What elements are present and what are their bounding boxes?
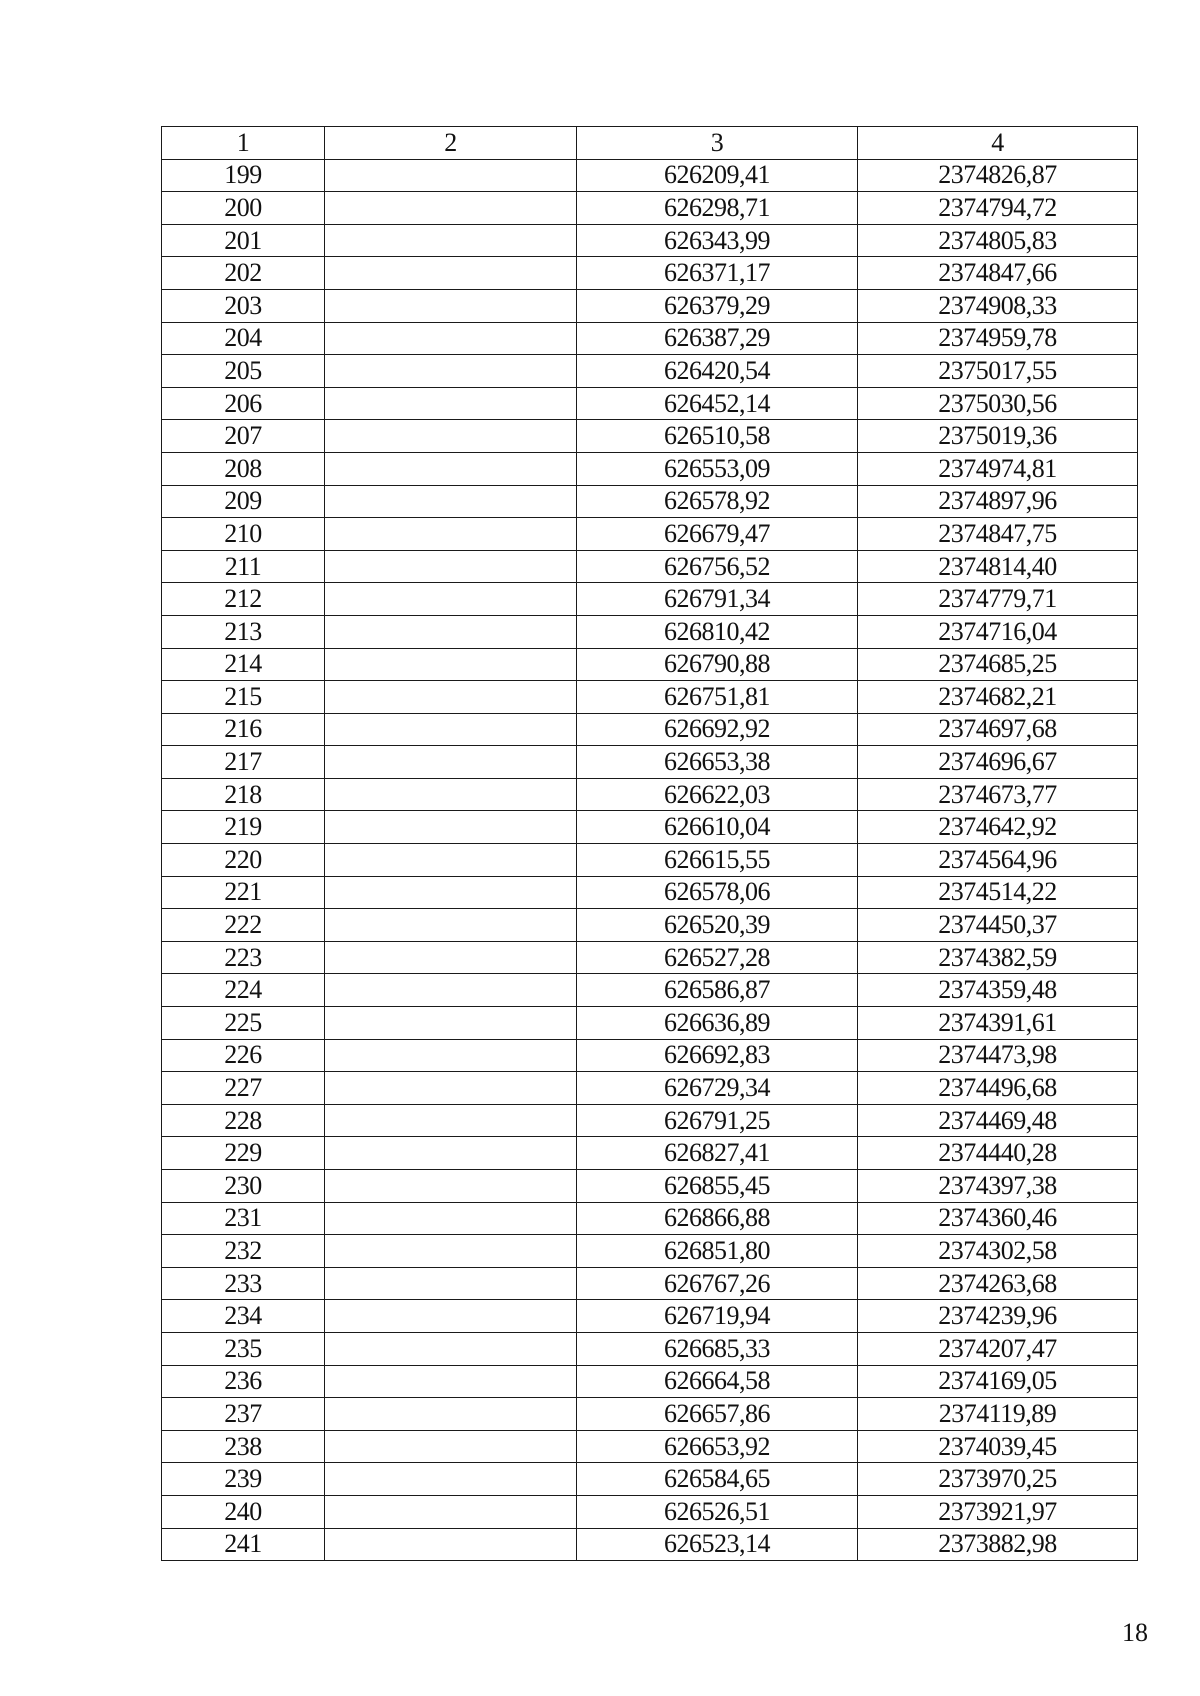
x-coordinate-cell: 626379,29 xyxy=(577,289,858,322)
x-coordinate-cell: 626719,94 xyxy=(577,1300,858,1333)
x-coordinate-cell: 626387,29 xyxy=(577,322,858,355)
point-number-cell: 207 xyxy=(162,420,325,453)
y-coordinate-cell: 2374440,28 xyxy=(858,1137,1138,1170)
empty-cell xyxy=(325,224,577,257)
point-number-cell: 229 xyxy=(162,1137,325,1170)
table-row xyxy=(162,583,1138,616)
point-number-cell: 203 xyxy=(162,289,325,322)
table-row xyxy=(162,778,1138,811)
table-row xyxy=(162,1137,1138,1170)
x-coordinate-cell: 626527,28 xyxy=(577,941,858,974)
y-coordinate-cell: 2374685,25 xyxy=(858,648,1138,681)
empty-cell xyxy=(325,289,577,322)
point-number-cell: 205 xyxy=(162,355,325,388)
empty-cell xyxy=(325,1528,577,1561)
y-coordinate-cell: 2374039,45 xyxy=(858,1430,1138,1463)
point-number-cell: 209 xyxy=(162,485,325,518)
table-row xyxy=(162,648,1138,681)
x-coordinate-cell: 626810,42 xyxy=(577,615,858,648)
empty-cell xyxy=(325,1365,577,1398)
page-number: 18 xyxy=(1122,1618,1148,1647)
point-number-cell: 206 xyxy=(162,387,325,420)
point-number-cell: 211 xyxy=(162,550,325,583)
y-coordinate-cell: 2374564,96 xyxy=(858,844,1138,877)
table-row xyxy=(162,1007,1138,1040)
table-row xyxy=(162,844,1138,877)
table-row xyxy=(162,518,1138,551)
empty-cell xyxy=(325,1072,577,1105)
y-coordinate-cell: 2375030,56 xyxy=(858,387,1138,420)
point-number-cell: 199 xyxy=(162,159,325,192)
point-number-cell: 235 xyxy=(162,1332,325,1365)
empty-cell xyxy=(325,1137,577,1170)
point-number-cell: 237 xyxy=(162,1398,325,1431)
point-number-cell: 200 xyxy=(162,192,325,225)
y-coordinate-cell: 2374382,59 xyxy=(858,941,1138,974)
table-row xyxy=(162,387,1138,420)
empty-cell xyxy=(325,648,577,681)
table-row xyxy=(162,159,1138,192)
x-coordinate-cell: 626756,52 xyxy=(577,550,858,583)
x-coordinate-cell: 626622,03 xyxy=(577,778,858,811)
x-coordinate-cell: 626209,41 xyxy=(577,159,858,192)
table-row xyxy=(162,1104,1138,1137)
empty-cell xyxy=(325,615,577,648)
x-coordinate-cell: 626692,83 xyxy=(577,1039,858,1072)
y-coordinate-cell: 2375019,36 xyxy=(858,420,1138,453)
y-coordinate-cell: 2374207,47 xyxy=(858,1332,1138,1365)
y-coordinate-cell: 2374391,61 xyxy=(858,1007,1138,1040)
y-coordinate-cell: 2374716,04 xyxy=(858,615,1138,648)
table-row xyxy=(162,941,1138,974)
y-coordinate-cell: 2374673,77 xyxy=(858,778,1138,811)
point-number-cell: 220 xyxy=(162,844,325,877)
point-number-cell: 230 xyxy=(162,1170,325,1203)
table-row xyxy=(162,224,1138,257)
header-col-1: 1 xyxy=(162,127,325,160)
empty-cell xyxy=(325,713,577,746)
x-coordinate-cell: 626679,47 xyxy=(577,518,858,551)
empty-cell xyxy=(325,583,577,616)
x-coordinate-cell: 626791,25 xyxy=(577,1104,858,1137)
point-number-cell: 210 xyxy=(162,518,325,551)
table-row xyxy=(162,909,1138,942)
point-number-cell: 234 xyxy=(162,1300,325,1333)
x-coordinate-cell: 626636,89 xyxy=(577,1007,858,1040)
y-coordinate-cell: 2374814,40 xyxy=(858,550,1138,583)
point-number-cell: 212 xyxy=(162,583,325,616)
empty-cell xyxy=(325,1202,577,1235)
point-number-cell: 241 xyxy=(162,1528,325,1561)
table-header xyxy=(162,127,1138,160)
empty-cell xyxy=(325,746,577,779)
x-coordinate-cell: 626866,88 xyxy=(577,1202,858,1235)
y-coordinate-cell: 2374359,48 xyxy=(858,974,1138,1007)
empty-cell xyxy=(325,1398,577,1431)
point-number-cell: 240 xyxy=(162,1495,325,1528)
point-number-cell: 218 xyxy=(162,778,325,811)
empty-cell xyxy=(325,1104,577,1137)
empty-cell xyxy=(325,909,577,942)
point-number-cell: 221 xyxy=(162,876,325,909)
table-row xyxy=(162,811,1138,844)
empty-cell xyxy=(325,1039,577,1072)
x-coordinate-cell: 626526,51 xyxy=(577,1495,858,1528)
x-coordinate-cell: 626790,88 xyxy=(577,648,858,681)
x-coordinate-cell: 626578,06 xyxy=(577,876,858,909)
table-row xyxy=(162,1332,1138,1365)
y-coordinate-cell: 2374496,68 xyxy=(858,1072,1138,1105)
table-row xyxy=(162,974,1138,1007)
empty-cell xyxy=(325,1495,577,1528)
x-coordinate-cell: 626298,71 xyxy=(577,192,858,225)
header-col-2: 2 xyxy=(325,127,577,160)
point-number-cell: 238 xyxy=(162,1430,325,1463)
y-coordinate-cell: 2374397,38 xyxy=(858,1170,1138,1203)
y-coordinate-cell: 2373921,97 xyxy=(858,1495,1138,1528)
point-number-cell: 231 xyxy=(162,1202,325,1235)
x-coordinate-cell: 626523,14 xyxy=(577,1528,858,1561)
point-number-cell: 236 xyxy=(162,1365,325,1398)
point-number-cell: 204 xyxy=(162,322,325,355)
x-coordinate-cell: 626343,99 xyxy=(577,224,858,257)
x-coordinate-cell: 626851,80 xyxy=(577,1235,858,1268)
table-row xyxy=(162,615,1138,648)
empty-cell xyxy=(325,1267,577,1300)
y-coordinate-cell: 2374682,21 xyxy=(858,681,1138,714)
x-coordinate-cell: 626553,09 xyxy=(577,452,858,485)
table-row xyxy=(162,322,1138,355)
x-coordinate-cell: 626751,81 xyxy=(577,681,858,714)
empty-cell xyxy=(325,681,577,714)
y-coordinate-cell: 2374794,72 xyxy=(858,192,1138,225)
x-coordinate-cell: 626615,55 xyxy=(577,844,858,877)
table-row xyxy=(162,876,1138,909)
y-coordinate-cell: 2374779,71 xyxy=(858,583,1138,616)
point-number-cell: 225 xyxy=(162,1007,325,1040)
table-row xyxy=(162,1072,1138,1105)
table-row xyxy=(162,420,1138,453)
empty-cell xyxy=(325,974,577,1007)
table-row xyxy=(162,1398,1138,1431)
table-row xyxy=(162,1300,1138,1333)
table-row xyxy=(162,550,1138,583)
point-number-cell: 233 xyxy=(162,1267,325,1300)
empty-cell xyxy=(325,876,577,909)
x-coordinate-cell: 626692,92 xyxy=(577,713,858,746)
table-row xyxy=(162,1039,1138,1072)
y-coordinate-cell: 2374469,48 xyxy=(858,1104,1138,1137)
empty-cell xyxy=(325,550,577,583)
table-row xyxy=(162,452,1138,485)
x-coordinate-cell: 626827,41 xyxy=(577,1137,858,1170)
y-coordinate-cell: 2375017,55 xyxy=(858,355,1138,388)
point-number-cell: 217 xyxy=(162,746,325,779)
y-coordinate-cell: 2374119,89 xyxy=(858,1398,1138,1431)
x-coordinate-cell: 626767,26 xyxy=(577,1267,858,1300)
x-coordinate-cell: 626371,17 xyxy=(577,257,858,290)
x-coordinate-cell: 626586,87 xyxy=(577,974,858,1007)
table-row xyxy=(162,1235,1138,1268)
empty-cell xyxy=(325,192,577,225)
y-coordinate-cell: 2374697,68 xyxy=(858,713,1138,746)
y-coordinate-cell: 2374642,92 xyxy=(858,811,1138,844)
y-coordinate-cell: 2374239,96 xyxy=(858,1300,1138,1333)
empty-cell xyxy=(325,518,577,551)
table-row xyxy=(162,1170,1138,1203)
empty-cell xyxy=(325,1235,577,1268)
empty-cell xyxy=(325,452,577,485)
table-row xyxy=(162,1430,1138,1463)
x-coordinate-cell: 626791,34 xyxy=(577,583,858,616)
table-row xyxy=(162,485,1138,518)
x-coordinate-cell: 626420,54 xyxy=(577,355,858,388)
table-row xyxy=(162,1463,1138,1496)
point-number-cell: 215 xyxy=(162,681,325,714)
x-coordinate-cell: 626610,04 xyxy=(577,811,858,844)
point-number-cell: 232 xyxy=(162,1235,325,1268)
y-coordinate-cell: 2374805,83 xyxy=(858,224,1138,257)
table-row xyxy=(162,746,1138,779)
y-coordinate-cell: 2374897,96 xyxy=(858,485,1138,518)
point-number-cell: 214 xyxy=(162,648,325,681)
point-number-cell: 222 xyxy=(162,909,325,942)
x-coordinate-cell: 626664,58 xyxy=(577,1365,858,1398)
point-number-cell: 202 xyxy=(162,257,325,290)
table-body xyxy=(162,159,1138,1561)
header-row xyxy=(162,127,1138,160)
point-number-cell: 219 xyxy=(162,811,325,844)
empty-cell xyxy=(325,322,577,355)
empty-cell xyxy=(325,778,577,811)
empty-cell xyxy=(325,355,577,388)
table-row xyxy=(162,1528,1138,1561)
empty-cell xyxy=(325,941,577,974)
y-coordinate-cell: 2374696,67 xyxy=(858,746,1138,779)
table-row xyxy=(162,713,1138,746)
point-number-cell: 201 xyxy=(162,224,325,257)
y-coordinate-cell: 2374450,37 xyxy=(858,909,1138,942)
x-coordinate-cell: 626578,92 xyxy=(577,485,858,518)
y-coordinate-cell: 2374169,05 xyxy=(858,1365,1138,1398)
x-coordinate-cell: 626452,14 xyxy=(577,387,858,420)
empty-cell xyxy=(325,1463,577,1496)
empty-cell xyxy=(325,1430,577,1463)
table-row xyxy=(162,1365,1138,1398)
empty-cell xyxy=(325,159,577,192)
x-coordinate-cell: 626657,86 xyxy=(577,1398,858,1431)
coordinates-table xyxy=(161,126,1138,1561)
point-number-cell: 213 xyxy=(162,615,325,648)
table-row xyxy=(162,1267,1138,1300)
table-row xyxy=(162,681,1138,714)
x-coordinate-cell: 626653,92 xyxy=(577,1430,858,1463)
empty-cell xyxy=(325,1300,577,1333)
x-coordinate-cell: 626685,33 xyxy=(577,1332,858,1365)
y-coordinate-cell: 2373970,25 xyxy=(858,1463,1138,1496)
point-number-cell: 228 xyxy=(162,1104,325,1137)
y-coordinate-cell: 2374514,22 xyxy=(858,876,1138,909)
point-number-cell: 227 xyxy=(162,1072,325,1105)
table-row xyxy=(162,289,1138,322)
table-row xyxy=(162,1202,1138,1235)
empty-cell xyxy=(325,420,577,453)
y-coordinate-cell: 2374826,87 xyxy=(858,159,1138,192)
point-number-cell: 208 xyxy=(162,452,325,485)
y-coordinate-cell: 2374974,81 xyxy=(858,452,1138,485)
table-row xyxy=(162,257,1138,290)
point-number-cell: 224 xyxy=(162,974,325,1007)
table-row xyxy=(162,355,1138,388)
y-coordinate-cell: 2374908,33 xyxy=(858,289,1138,322)
empty-cell xyxy=(325,257,577,290)
y-coordinate-cell: 2374847,75 xyxy=(858,518,1138,551)
y-coordinate-cell: 2373882,98 xyxy=(858,1528,1138,1561)
y-coordinate-cell: 2374847,66 xyxy=(858,257,1138,290)
point-number-cell: 223 xyxy=(162,941,325,974)
point-number-cell: 226 xyxy=(162,1039,325,1072)
y-coordinate-cell: 2374302,58 xyxy=(858,1235,1138,1268)
y-coordinate-cell: 2374263,68 xyxy=(858,1267,1138,1300)
y-coordinate-cell: 2374959,78 xyxy=(858,322,1138,355)
empty-cell xyxy=(325,1170,577,1203)
empty-cell xyxy=(325,844,577,877)
y-coordinate-cell: 2374473,98 xyxy=(858,1039,1138,1072)
empty-cell xyxy=(325,387,577,420)
point-number-cell: 216 xyxy=(162,713,325,746)
x-coordinate-cell: 626520,39 xyxy=(577,909,858,942)
x-coordinate-cell: 626653,38 xyxy=(577,746,858,779)
x-coordinate-cell: 626584,65 xyxy=(577,1463,858,1496)
table-row xyxy=(162,192,1138,225)
x-coordinate-cell: 626729,34 xyxy=(577,1072,858,1105)
empty-cell xyxy=(325,485,577,518)
point-number-cell: 239 xyxy=(162,1463,325,1496)
y-coordinate-cell: 2374360,46 xyxy=(858,1202,1138,1235)
empty-cell xyxy=(325,811,577,844)
x-coordinate-cell: 626855,45 xyxy=(577,1170,858,1203)
table-row xyxy=(162,1495,1138,1528)
empty-cell xyxy=(325,1007,577,1040)
empty-cell xyxy=(325,1332,577,1365)
x-coordinate-cell: 626510,58 xyxy=(577,420,858,453)
header-col-4: 4 xyxy=(858,127,1138,160)
header-col-3: 3 xyxy=(577,127,858,160)
